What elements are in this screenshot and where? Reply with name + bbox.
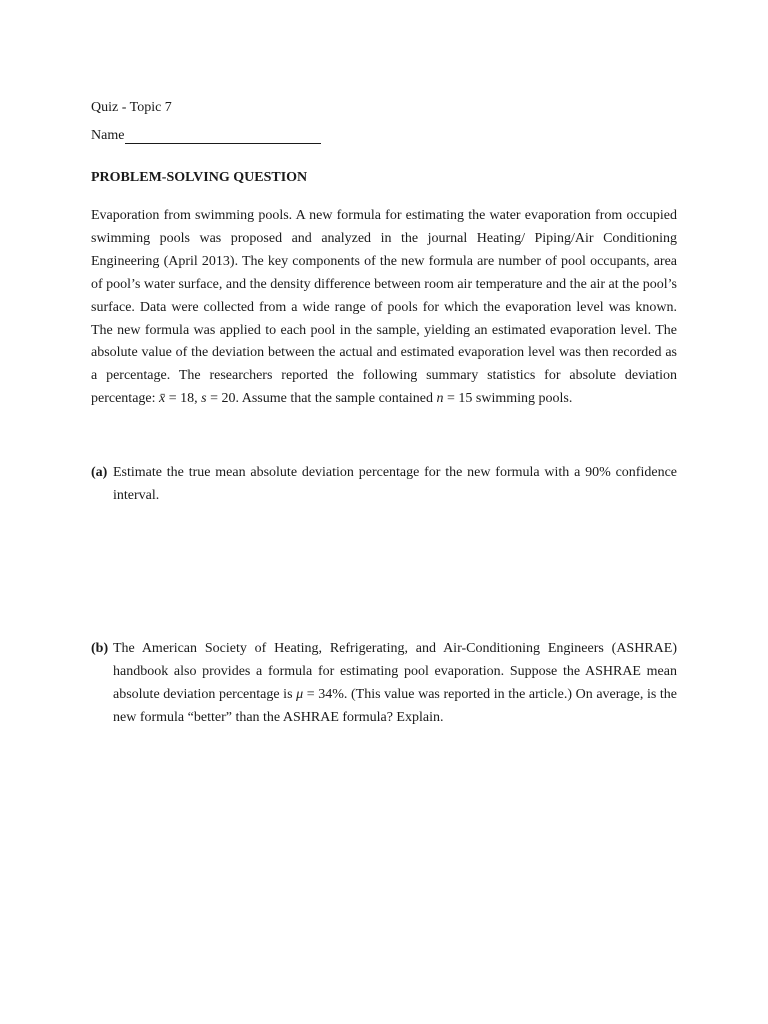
xbar-symbol: x̄ xyxy=(159,391,166,407)
s-symbol: s xyxy=(201,391,207,407)
part-b xyxy=(91,637,677,729)
problem-intro: Evaporation from swimming pools. A new formula for estimating the water evaporation from occupied swimming pools was proposed and analyzed in the journal Heating/ Piping/Air Conditioning Engineering (April 2013). The key components of the new formula are number of pool occupants, area of pool’s water surface, and the density difference between room air temperature and the air at the pool’s surface. Data were collected from a wide range of pools for which the evaporation level was known. The new formula was applied to each pool in the sample, yielding an estimated evaporation level. The absolute value of the deviation between the actual and estimated evaporation level was then recorded as a percentage. The researchers reported the following summary statistics for absolute deviation percentage: xyxy=(91,208,677,407)
xbar-value: = 18, xyxy=(165,391,202,407)
part-a-label: (a) xyxy=(91,465,108,480)
part-b-text-after-mu: = 34%. (This value was reported in the article.) On average, is the new formula “better” than the ASHRAE formula? Explain. xyxy=(113,687,677,725)
part-a-text: Estimate the true mean absolute deviation percentage for the new formula with a 90% confidence interval. xyxy=(113,465,677,503)
part-b-label: (b) xyxy=(91,641,109,656)
s-value: = 20. Assume that the sample contained xyxy=(206,391,437,407)
mu-symbol: μ xyxy=(296,687,304,702)
section-heading: PROBLEM-SOLVING QUESTION xyxy=(91,170,308,185)
n-value: = 15 swimming pools. xyxy=(443,391,573,407)
part-b-text-before-mu: The American Society of Heating, Refrigerating, and Air-Conditioning Engineers (ASHRAE) handbook also provides a formula for estimating pool evaporation. Suppose the ASHRAE mean absolute deviation percentage is xyxy=(113,641,677,702)
quiz-title: Quiz - Topic 7 xyxy=(91,100,172,115)
name-label: Name xyxy=(91,128,125,143)
name-blank-line xyxy=(125,129,321,144)
part-a xyxy=(91,461,677,507)
problem-statement xyxy=(91,205,677,411)
name-field xyxy=(91,128,321,144)
n-symbol: n xyxy=(436,391,444,407)
part-b-body xyxy=(113,637,677,729)
